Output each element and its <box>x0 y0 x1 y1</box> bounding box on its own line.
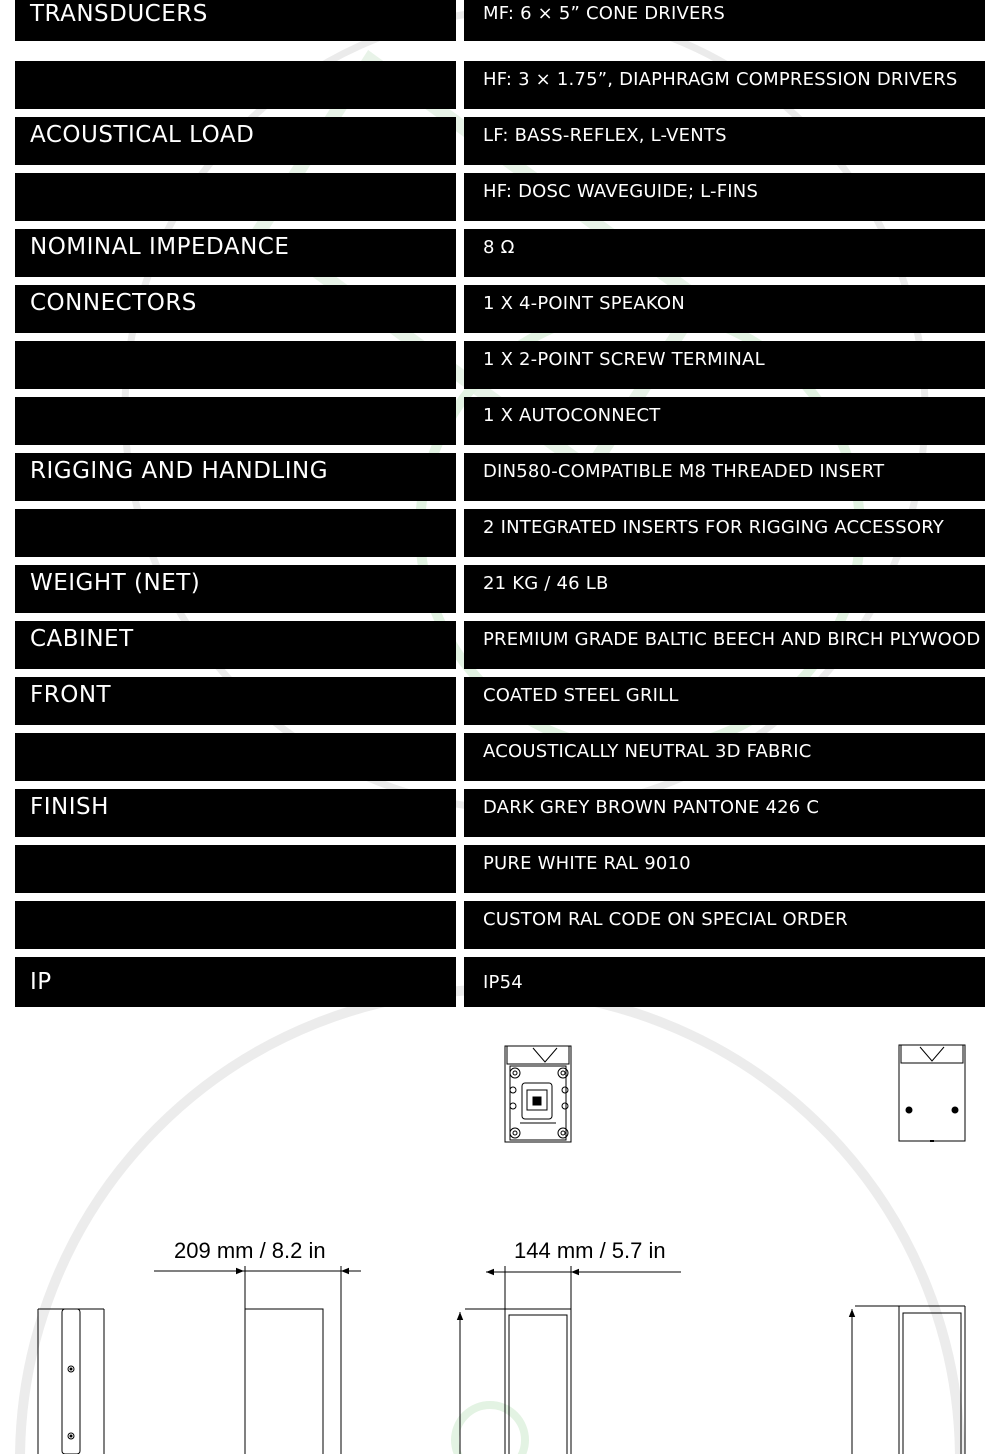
spec-value: LF: BASS-REFLEX, L-VENTS <box>464 117 985 165</box>
spec-label: CABINET <box>15 621 456 669</box>
side-profile-view <box>38 1309 104 1454</box>
spec-value: 8 Ω <box>464 229 985 277</box>
spec-value: 1 X AUTOCONNECT <box>464 397 985 445</box>
spec-label: IP <box>15 957 456 1007</box>
spec-label: ACOUSTICAL LOAD <box>15 117 456 165</box>
spec-value: DIN580-COMPATIBLE M8 THREADED INSERT <box>464 453 985 501</box>
spec-value: DARK GREY BROWN PANTONE 426 C <box>464 789 985 837</box>
spec-label: NOMINAL IMPEDANCE <box>15 229 456 277</box>
spec-value: 1 X 2-POINT SCREW TERMINAL <box>464 341 985 389</box>
spec-value: COATED STEEL GRILL <box>464 677 985 725</box>
spec-label: FINISH <box>15 789 456 837</box>
spec-value: HF: 3 × 1.75”, DIAPHRAGM COMPRESSION DRIVERS <box>464 61 985 109</box>
depth-dimension <box>460 1238 681 1454</box>
spec-value: CUSTOM RAL CODE ON SPECIAL ORDER <box>464 901 985 949</box>
spec-value: ACOUSTICALLY NEUTRAL 3D FABRIC <box>464 733 985 781</box>
spec-label: TRANSDUCERS <box>15 0 456 41</box>
height-profile-view <box>852 1306 965 1454</box>
spec-label: FRONT <box>15 677 456 725</box>
spec-value: PREMIUM GRADE BALTIC BEECH AND BIRCH PLYWOOD <box>464 621 985 669</box>
width-dimension <box>154 1238 361 1454</box>
side-panel-view <box>899 1045 965 1141</box>
spec-value: PURE WHITE RAL 9010 <box>464 845 985 893</box>
spec-label: RIGGING AND HANDLING <box>15 453 456 501</box>
spec-value: MF: 6 × 5” CONE DRIVERS <box>464 0 985 41</box>
spec-label: CONNECTORS <box>15 285 456 333</box>
spec-value: IP54 <box>464 957 985 1007</box>
width-label: 209 mm / 8.2 in <box>174 1238 326 1263</box>
rear-panel-view <box>505 1046 571 1142</box>
spec-value: 1 X 4-POINT SPEAKON <box>464 285 985 333</box>
depth-label: 144 mm / 5.7 in <box>514 1238 666 1263</box>
spec-label: WEIGHT (NET) <box>15 565 456 613</box>
spec-value: HF: DOSC WAVEGUIDE; L-FINS <box>464 173 985 221</box>
spec-value: 21 KG / 46 LB <box>464 565 985 613</box>
spec-value: 2 INTEGRATED INSERTS FOR RIGGING ACCESSORY <box>464 509 985 557</box>
